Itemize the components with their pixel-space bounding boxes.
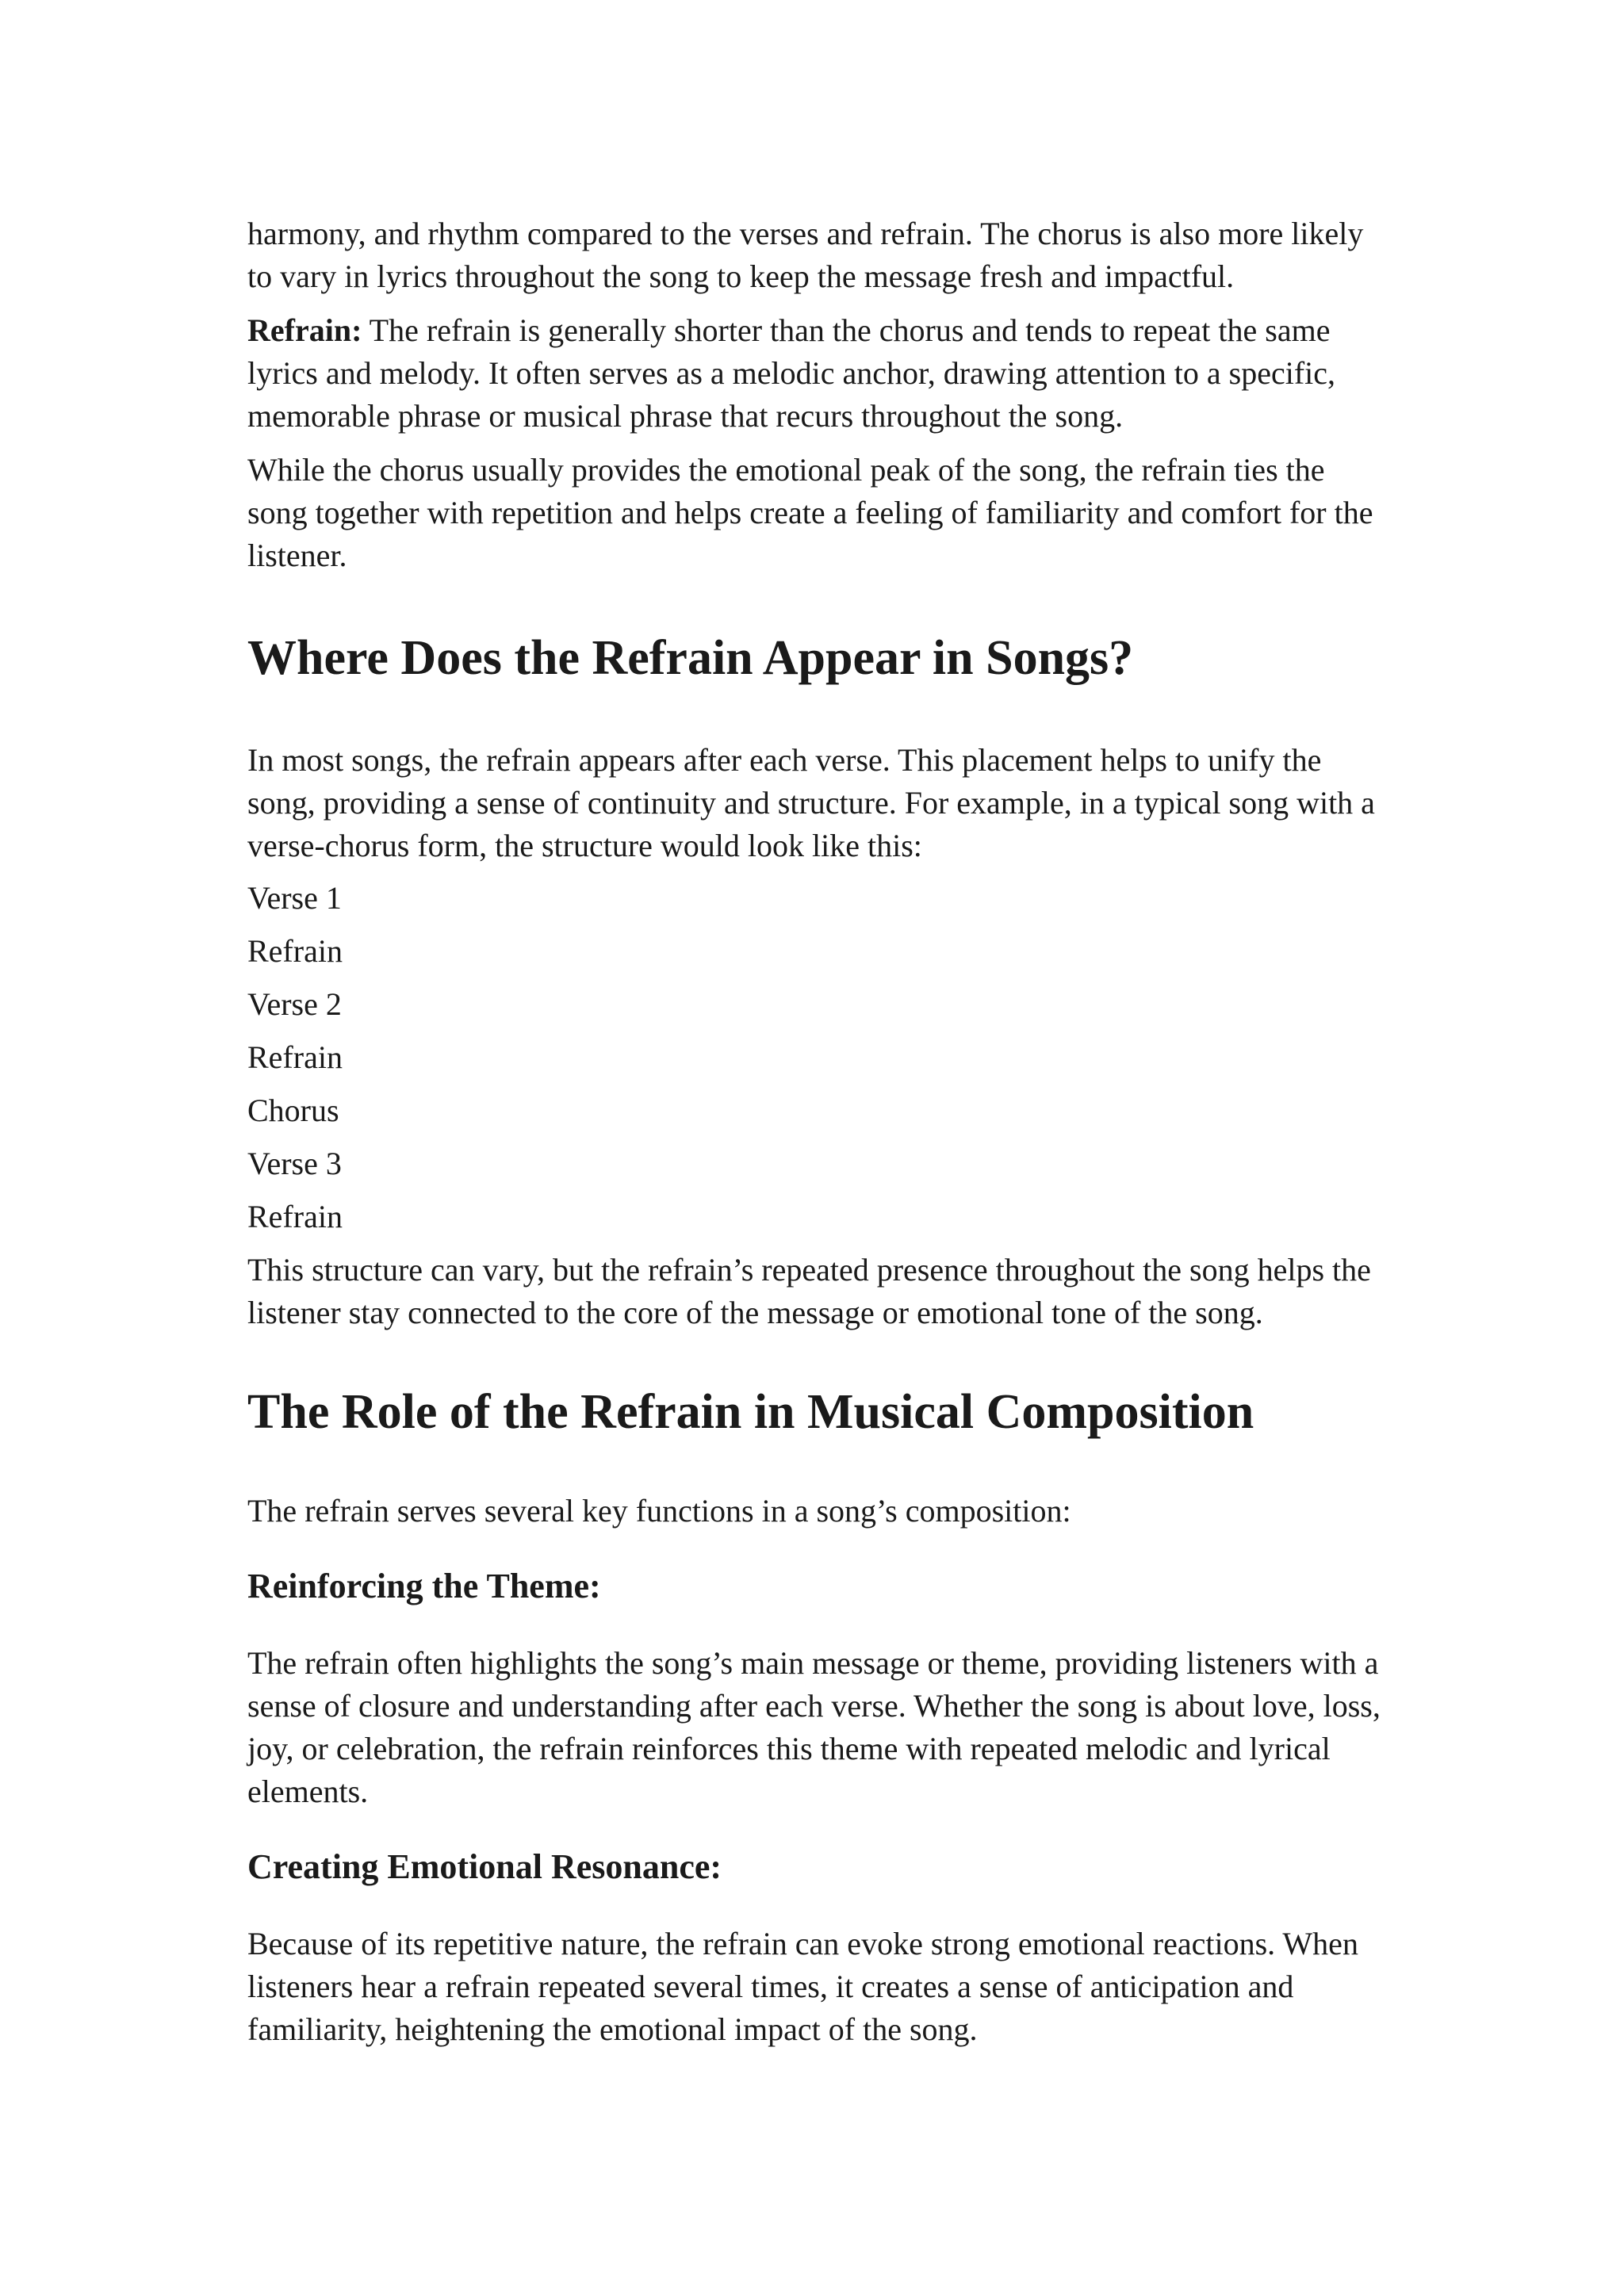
subheading-reinforcing-theme: Reinforcing the Theme: — [247, 1567, 601, 1605]
structure-item: Verse 3 — [247, 1146, 342, 1181]
section-heading-where-refrain-appears: Where Does the Refrain Appear in Songs? — [247, 631, 1134, 685]
emotional-resonance-paragraph: Because of its repetitive nature, the refrain can evoke strong emotional reactions. When listeners hear a refrain repeated several times, it creates a sense of anticipation and familiarity, heightening the emotional impact of the song. — [247, 1926, 1358, 2047]
song-structure-list — [247, 877, 1389, 1238]
structure-item: Chorus — [247, 1093, 339, 1128]
document-page — [247, 212, 1389, 2061]
intro-paragraph-comparison: While the chorus usually provides the emotional peak of the song, the refrain ties the song together with repetition and helps create a feeling of familiarity and comfort for the listener. — [247, 452, 1373, 573]
section1-closing-paragraph: This structure can vary, but the refrain’s repeated presence throughout the song helps the listener stay connected to the core of the message or emotional tone of the song. — [247, 1252, 1371, 1330]
subheading-emotional-resonance: Creating Emotional Resonance: — [247, 1847, 722, 1886]
refrain-description: The refrain is generally shorter than the chorus and tends to repeat the same lyrics and melody. It often serves as a melodic anchor, drawing attention to a specific, memorable phrase or musical phrase that recurs throughout the song. — [247, 312, 1336, 434]
intro-paragraph-refrain — [247, 309, 1389, 438]
structure-item: Verse 1 — [247, 880, 342, 916]
reinforcing-theme-paragraph: The refrain often highlights the song’s main message or theme, providing listeners with a sense of closure and understanding after each verse. Whether the song is about love, loss, joy, or celebration, the refrain reinforces this theme with repeated melodic and lyrical elements. — [247, 1645, 1381, 1809]
structure-item: Refrain — [247, 1199, 343, 1234]
section2-intro-paragraph: The refrain serves several key functions in a song’s composition: — [247, 1493, 1071, 1529]
section-heading-role-of-refrain: The Role of the Refrain in Musical Composition — [247, 1385, 1254, 1439]
refrain-label: Refrain: — [247, 312, 362, 348]
section1-intro-paragraph: In most songs, the refrain appears after each verse. This placement helps to unify the song, providing a sense of continuity and structure. For example, in a typical song with a verse-chorus form, the structure would look like this: — [247, 742, 1375, 863]
structure-item: Refrain — [247, 1039, 343, 1075]
intro-paragraph-chorus: harmony, and rhythm compared to the verses and refrain. The chorus is also more likely to vary in lyrics throughout the song to keep the message fresh and impactful. — [247, 216, 1364, 294]
structure-item: Verse 2 — [247, 986, 342, 1022]
structure-item: Refrain — [247, 933, 343, 969]
